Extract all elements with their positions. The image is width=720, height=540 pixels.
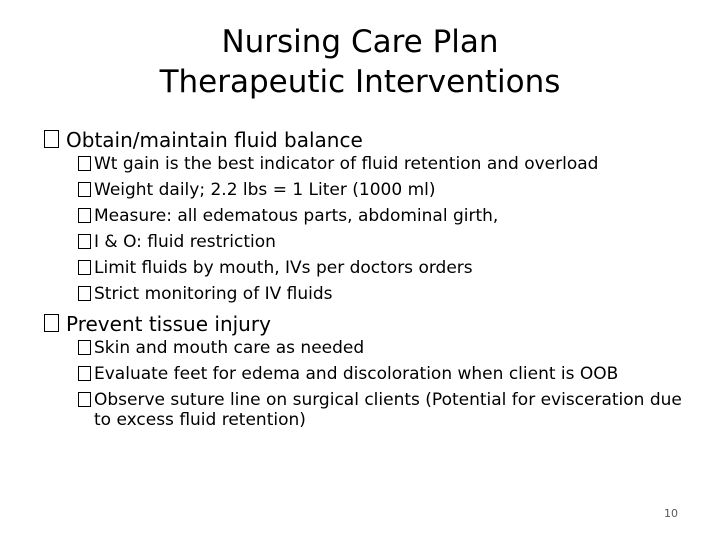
- box-bullet-icon: [78, 182, 91, 197]
- tissue-injury-list: [78, 338, 704, 430]
- box-bullet-icon: [78, 156, 91, 171]
- list-item: [78, 206, 704, 226]
- box-bullet-icon: [78, 208, 91, 223]
- fluid-balance-list: [78, 154, 704, 304]
- list-item: [78, 284, 704, 304]
- list-item-text: Limit fluids by mouth, IVs per doctors orders: [94, 258, 473, 278]
- list-item-text: Wt gain is the best indicator of fluid retention and overload: [94, 154, 599, 174]
- list-item-text: Measure: all edematous parts, abdominal girth,: [94, 206, 499, 226]
- box-bullet-icon: [78, 366, 91, 381]
- slide-title: [0, 22, 720, 102]
- slide-title-line-2: Therapeutic Interventions: [159, 64, 561, 100]
- list-item: [78, 258, 704, 278]
- list-item-text: Weight daily; 2.2 lbs = 1 Liter (1000 ml): [94, 180, 436, 200]
- list-item: [78, 364, 704, 384]
- box-bullet-icon: [44, 314, 59, 332]
- section-heading-text: Obtain/maintain fluid balance: [66, 128, 363, 152]
- list-item-text: I & O: fluid restriction: [94, 232, 276, 252]
- list-item-text: Skin and mouth care as needed: [94, 338, 365, 358]
- box-bullet-icon: [78, 260, 91, 275]
- list-item-text: Evaluate feet for edema and discoloration when client is OOB: [94, 364, 619, 384]
- page-number: 10: [664, 507, 678, 520]
- box-bullet-icon: [44, 130, 59, 148]
- section-heading-fluid-balance: [44, 126, 704, 154]
- list-item: [78, 180, 704, 200]
- slide-body: [44, 126, 704, 436]
- list-item: [78, 232, 704, 252]
- box-bullet-icon: [78, 234, 91, 249]
- list-item: [78, 390, 704, 430]
- box-bullet-icon: [78, 340, 91, 355]
- box-bullet-icon: [78, 286, 91, 301]
- section-heading-tissue-injury: [44, 310, 704, 338]
- list-item-text: Strict monitoring of IV fluids: [94, 284, 333, 304]
- slide-title-line-1: Nursing Care Plan: [221, 24, 499, 60]
- list-item: [78, 154, 704, 174]
- list-item: [78, 338, 704, 358]
- box-bullet-icon: [78, 392, 91, 407]
- section-heading-text: Prevent tissue injury: [66, 312, 271, 336]
- list-item-text: Observe suture line on surgical clients (Potential for evisceration due to excess fluid retention): [94, 390, 682, 430]
